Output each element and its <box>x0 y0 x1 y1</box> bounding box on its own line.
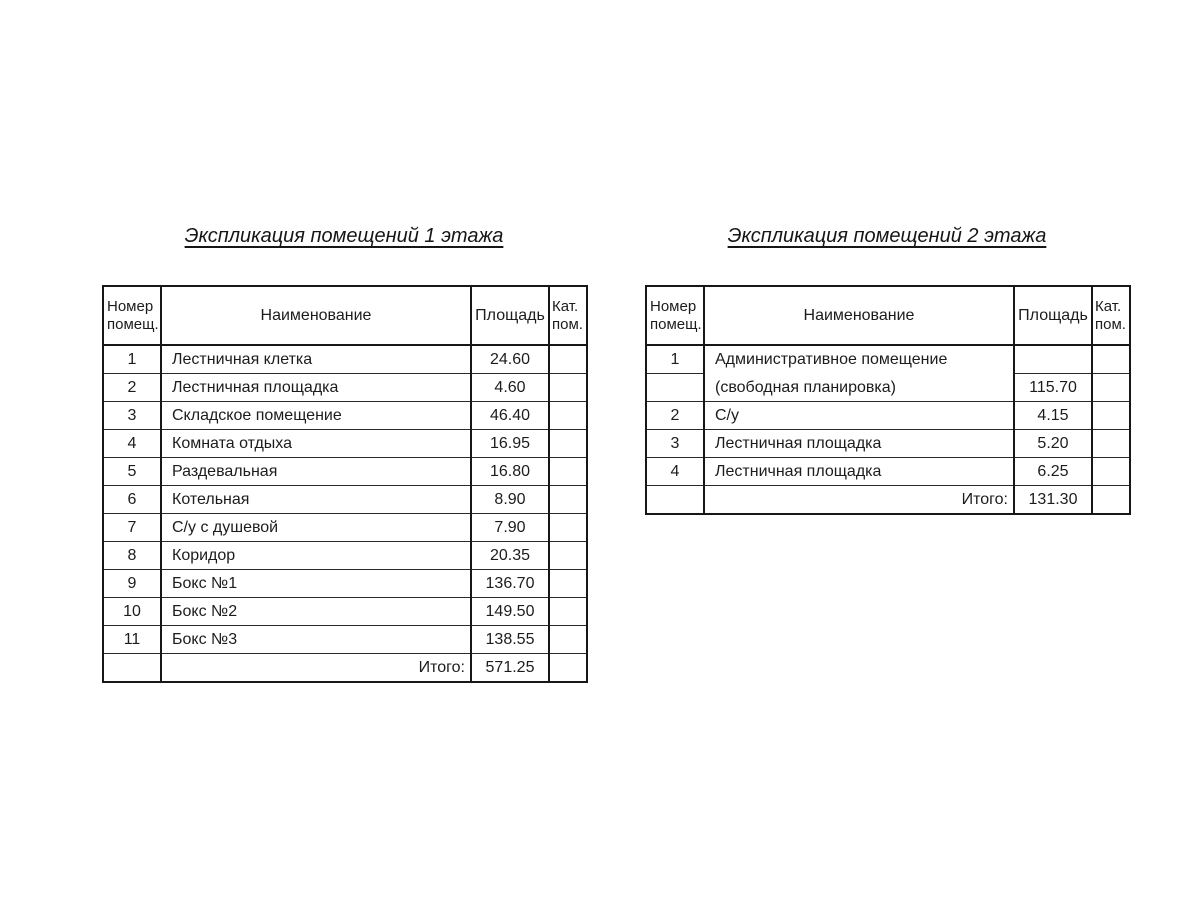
cell-area-value: 138.55 <box>471 626 549 654</box>
cell-room-name: Раздевальная <box>161 458 471 486</box>
cell-category-value <box>1092 345 1130 374</box>
cell-area-value: 20.35 <box>471 542 549 570</box>
cell-room-name: С/у с душевой <box>161 514 471 542</box>
table-row <box>103 598 587 626</box>
cell-room-name: Лестничная площадка <box>161 374 471 402</box>
table-row <box>103 458 587 486</box>
table-row <box>103 570 587 598</box>
cell-room-number <box>646 374 704 402</box>
cell-area-value: 46.40 <box>471 402 549 430</box>
cell-area-value: 24.60 <box>471 345 549 374</box>
table-row <box>646 345 1130 374</box>
cell-area-value: 149.50 <box>471 598 549 626</box>
cell-area-value: 115.70 <box>1014 374 1092 402</box>
total-label: Итого: <box>161 654 471 683</box>
table-row <box>103 345 587 374</box>
table-row <box>103 402 587 430</box>
cell-room-number: 10 <box>103 598 161 626</box>
cell-room-number: 4 <box>646 458 704 486</box>
floor2-explication-block <box>645 224 1129 515</box>
cell-room-number: 8 <box>103 542 161 570</box>
cell-room-number: 1 <box>103 345 161 374</box>
cell-room-name: Лестничная клетка <box>161 345 471 374</box>
cell-room-name: Комната отдыха <box>161 430 471 458</box>
table-row <box>103 430 587 458</box>
total-empty-number <box>646 486 704 515</box>
total-area-value: 571.25 <box>471 654 549 683</box>
cell-category-value <box>1092 374 1130 402</box>
room-name-line: Административное помещение <box>715 351 948 368</box>
cell-room-name: Котельная <box>161 486 471 514</box>
cell-room-number: 4 <box>103 430 161 458</box>
cell-room-number: 2 <box>646 402 704 430</box>
floor1-table-title: Экспликация помещений 1 этажа <box>184 225 504 247</box>
col-header-room-number: Номер помещ. <box>646 286 704 345</box>
cell-category-value <box>549 626 587 654</box>
cell-room-number: 3 <box>646 430 704 458</box>
cell-category-value <box>1092 430 1130 458</box>
total-empty-category <box>549 654 587 683</box>
total-row <box>103 654 587 683</box>
cell-room-number: 7 <box>103 514 161 542</box>
cell-room-number: 9 <box>103 570 161 598</box>
floor1-explication-block <box>102 224 586 683</box>
col-header-room-number: Номер помещ. <box>103 286 161 345</box>
cell-room-name: Коридор <box>161 542 471 570</box>
cell-room-name: Бокс №3 <box>161 626 471 654</box>
total-area-value: 131.30 <box>1014 486 1092 515</box>
cell-category-value <box>549 598 587 626</box>
cell-room-name: С/у <box>704 402 1014 430</box>
table-row <box>103 626 587 654</box>
table-row <box>103 374 587 402</box>
cell-area-value: 7.90 <box>471 514 549 542</box>
cell-category-value <box>549 542 587 570</box>
cell-room-name: Складское помещение <box>161 402 471 430</box>
cell-room-number: 1 <box>646 345 704 374</box>
table-row <box>646 458 1130 486</box>
floor2-table-title: Экспликация помещений 2 этажа <box>727 225 1047 247</box>
cell-room-name: Бокс №2 <box>161 598 471 626</box>
cell-category-value <box>549 486 587 514</box>
cell-category-value <box>549 402 587 430</box>
cell-category-value <box>1092 402 1130 430</box>
table-row <box>103 542 587 570</box>
col-header-area: Площадь <box>471 286 549 345</box>
cell-room-name <box>704 345 1014 402</box>
cell-category-value <box>549 374 587 402</box>
cell-category-value <box>549 430 587 458</box>
cell-area-value: 6.25 <box>1014 458 1092 486</box>
cell-category-value <box>549 570 587 598</box>
table-row <box>646 402 1130 430</box>
room-name-line: (свободная планировка) <box>715 378 896 396</box>
cell-area-value: 16.80 <box>471 458 549 486</box>
cell-room-name: Лестничная площадка <box>704 430 1014 458</box>
cell-category-value <box>549 514 587 542</box>
cell-category-value <box>1092 458 1130 486</box>
header-row <box>103 286 587 345</box>
total-empty-category <box>1092 486 1130 515</box>
cell-area-value: 4.15 <box>1014 402 1092 430</box>
cell-room-name: Бокс №1 <box>161 570 471 598</box>
total-empty-number <box>103 654 161 683</box>
col-header-room-name: Наименование <box>704 286 1014 345</box>
cell-area-value: 4.60 <box>471 374 549 402</box>
cell-area-value: 16.95 <box>471 430 549 458</box>
cell-area-value: 136.70 <box>471 570 549 598</box>
cell-area-value <box>1014 345 1092 374</box>
cell-room-number: 3 <box>103 402 161 430</box>
total-label: Итого: <box>704 486 1014 515</box>
total-row <box>646 486 1130 515</box>
table-row <box>646 430 1130 458</box>
cell-category-value <box>549 345 587 374</box>
col-header-category: Кат. пом. <box>549 286 587 345</box>
table-row <box>103 486 587 514</box>
floor2-explication-table <box>645 285 1131 515</box>
col-header-room-name: Наименование <box>161 286 471 345</box>
cell-area-value: 8.90 <box>471 486 549 514</box>
cell-room-number: 5 <box>103 458 161 486</box>
col-header-area: Площадь <box>1014 286 1092 345</box>
table-row <box>103 514 587 542</box>
floor1-explication-table <box>102 285 588 683</box>
cell-area-value: 5.20 <box>1014 430 1092 458</box>
cell-room-number: 11 <box>103 626 161 654</box>
header-row <box>646 286 1130 345</box>
cell-room-number: 6 <box>103 486 161 514</box>
cell-room-number: 2 <box>103 374 161 402</box>
col-header-category: Кат. пом. <box>1092 286 1130 345</box>
cell-category-value <box>549 458 587 486</box>
cell-room-name: Лестничная площадка <box>704 458 1014 486</box>
